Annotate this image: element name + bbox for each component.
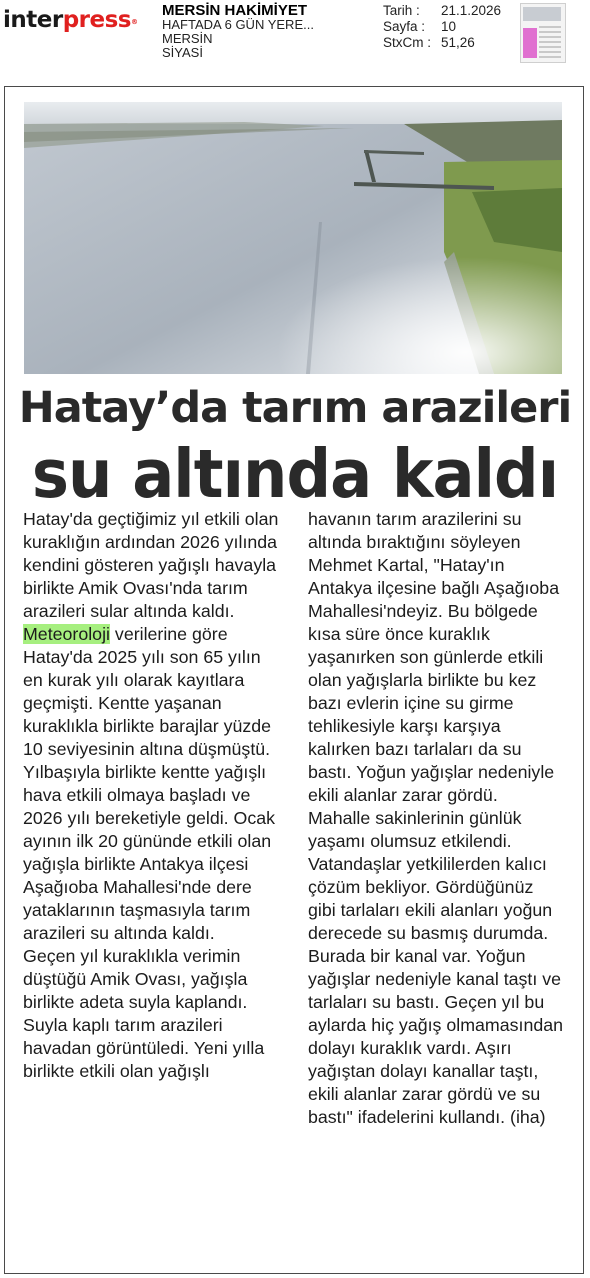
highlighted-keyword: Meteoroloji <box>23 624 110 644</box>
headline-line-1: Hatay’da tarım arazileri <box>18 383 572 433</box>
stxcm-value: 51,26 <box>441 35 475 50</box>
registered-mark: ® <box>131 18 138 26</box>
publication-section: SİYASİ <box>162 45 203 60</box>
logo-text-inter: inter <box>3 7 63 33</box>
publication-frequency: HAFTADA 6 GÜN YERE... <box>162 17 314 32</box>
publication-name: MERSİN HAKİMİYET <box>162 2 308 19</box>
clipping-meta <box>383 3 501 51</box>
article-paragraph: Hatay'da geçtiğimiz yıl etkili olan kuraklığın ardından 2026 yılında kendini gösteren yağışlı havayla birlikte Amik Ovası'nda tarım arazileri sular altında kaldı. <box>23 509 279 621</box>
article-column-left <box>23 508 285 1083</box>
interpress-logo <box>3 6 138 34</box>
publication-info <box>162 4 314 60</box>
headline-line-2: su altında kaldı <box>31 435 559 513</box>
article-paragraph-text: verilerine göre Hatay'da 2025 yılı son 65 yılın en kurak yılı olarak kayıtlara geçmişti. Kentte yaşanan kuraklıkla birlikte barajlar yüzde 10 seviyesinin altına düşmüştü. Yılbaşıyla birlikte kentte yağışlı hava etkili olmaya başladı ve 2026 yılı bereketiyle geldi. Ocak ayının ilk 20 gününde etkili olan yağışla birlikte Antakya ilçesi Aşağıoba Mahallesi'nde dere yataklarının taşmasıyla tarım arazileri su altında kaldı. <box>23 624 276 943</box>
article-paragraph: havanın tarım arazilerini su altında bıraktığını söyleyen Mehmet Kartal, "Hatay'ın Antakya ilçesine bağlı Aşağıoba Mahallesi'ndeyiz. Bu bölgede kısa süre önce kuraklık yaşanırken son günlerde etkili olan yağışlarla birlikte bu kez bazı evlerin içine su girme tehlikesiyle karşı karşıya kalırken bazı tarlaları da su bastı. Yoğun yağışlar nedeniyle ekili alanlar zarar gördü. Mahalle sakinlerinin günlük yaşamı olumsuz etkilendi. Vatandaşlar yetkililerden kalıcı çözüm bekliyor. Gördüğünüz gibi tarlaları ekili alanları yoğun derecede su basmış durumda. Burada bir kanal var. Yoğun yağışlar nedeniyle kanal taştı ve tarlaları su bastı. Geçen yıl bu aylarda hiç yağış olmamasından dolayı kuraklık vardı. Aşırı yağıştan dolayı kanallar taştı, ekili alanlar zarar gördü ve su bastı" ifadelerini kullandı. (iha) <box>308 509 563 1127</box>
headline <box>0 380 590 512</box>
stxcm-label: StxCm : <box>383 35 432 50</box>
logo-text-press: press <box>62 7 131 33</box>
article-paragraph <box>23 623 285 945</box>
date-label: Tarih : <box>383 3 420 18</box>
publication-city: MERSİN <box>162 31 213 46</box>
article-paragraph: Geçen yıl kuraklıkla verimin düştüğü Amik Ovası, yağışla birlikte adeta suyla kaplandı. Suyla kaplı tarım arazileri havadan görüntüledi. Yeni yılla birlikte etkili olan yağışlı <box>23 946 265 1081</box>
page-value: 10 <box>441 19 457 34</box>
page-label: Sayfa : <box>383 19 426 34</box>
page-thumbnail[interactable] <box>520 3 566 63</box>
article-column-right <box>308 508 564 1129</box>
date-value: 21.1.2026 <box>441 3 502 18</box>
flooded-fields-aerial-photo <box>24 102 562 374</box>
